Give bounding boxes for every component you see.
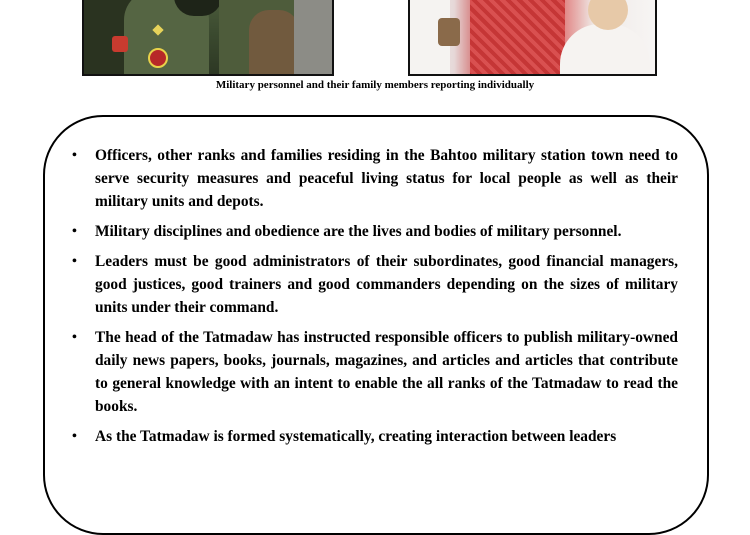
photo-family-members (408, 0, 657, 76)
bullet-list (72, 144, 678, 455)
photo-military-officers (82, 0, 334, 76)
bullet-icon: • (72, 148, 77, 163)
bullet-icon: • (72, 429, 77, 444)
list-item: • Officers, other ranks and families residing in the Bahtoo military station town need to serve security measures and peaceful living status for local people as well as their military units and depots. (72, 144, 678, 213)
insignia-badge-icon (112, 36, 128, 52)
list-item: • Military disciplines and obedience are the lives and bodies of military personnel. (72, 220, 678, 243)
list-item: • As the Tatmadaw is formed systematically, creating interaction between leaders (72, 425, 678, 448)
bullet-icon: • (72, 254, 77, 269)
bullet-icon: • (72, 330, 77, 345)
emblem-icon (148, 48, 168, 68)
bullet-icon: • (72, 224, 77, 239)
list-item: • Leaders must be good administrators of their subordinates, good financial managers, good justices, good trainers and good commanders depending on the sizes of military units under their command. (72, 250, 678, 319)
photo-caption: Military personnel and their family members reporting individually (215, 79, 535, 91)
list-item: • The head of the Tatmadaw has instructed responsible officers to publish military-owned daily news papers, books, journals, magazines, and articles and articles that contribute to general knowledge with an intent to enable the all ranks of the Tatmadaw to read the books. (72, 326, 678, 418)
